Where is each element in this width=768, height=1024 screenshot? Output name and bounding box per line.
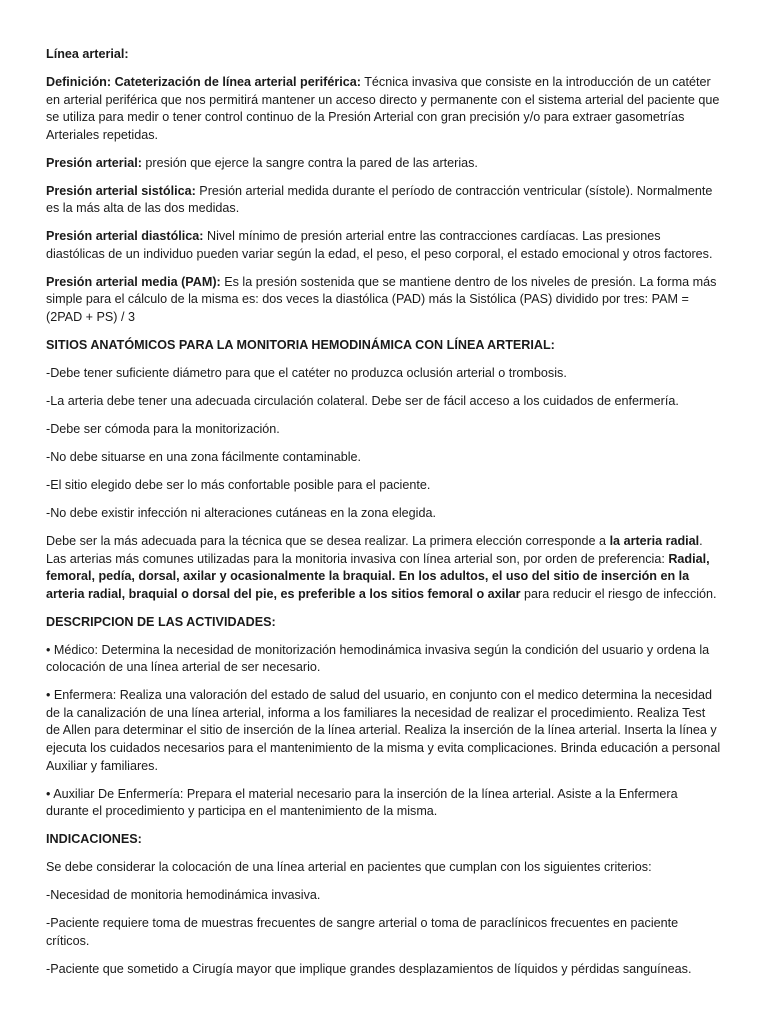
document-page bbox=[46, 46, 722, 989]
list-item: -Paciente que sometido a Cirugía mayor que implique grandes desplazamientos de líquidos y pérdidas sanguíneas. bbox=[46, 961, 692, 976]
document-title: Línea arterial: bbox=[46, 47, 129, 61]
indications-heading: INDICACIONES: bbox=[46, 832, 142, 847]
diastolic-text: Nivel mínimo de presión arterial entre las contracciones cardíacas. Las presiones diastólicas de un individuo pueden variar según la edad, el peso, el peso corporal, el estado emocional y otros factores. bbox=[46, 229, 713, 261]
arterial-pressure-paragraph bbox=[46, 155, 722, 173]
definition-paragraph bbox=[46, 74, 722, 144]
list-item: -Debe tener suficiente diámetro para que el catéter no produzca oclusión arterial o trombosis. bbox=[46, 366, 567, 381]
list-item: -La arteria debe tener una adecuada circulación colateral. Debe ser de fácil acceso a los cuidados de enfermería. bbox=[46, 394, 679, 409]
site-selection-paragraph: Debe ser la más adecuada para la técnica que se desea realizar. La primera elección corresponde a la arteria radial. Las arterias más comunes utilizadas para la monitoria invasiva con línea arterial son, por orden de preferencia: Radial, femoral, pedía, dorsal, axilar y ocasionalmente la braquial. En los adultos, el uso del sitio de inserción en la arteria radial, braquial o dorsal del pie, es preferible a los sitios femoral o axilar para reducir el riesgo de infección. bbox=[46, 533, 717, 601]
activity-item: • Médico: Determina la necesidad de monitorización hemodinámica invasiva según la condición del usuario y ordena la colocación de una línea arterial de ser necesario. bbox=[46, 642, 710, 675]
activity-item: • Auxiliar De Enfermería: Prepara el material necesario para la inserción de la línea arterial. Asiste a la Enfermera durante el procedimiento y participa en el mantenimiento de la misma. bbox=[46, 786, 678, 819]
systolic-text: Presión arterial medida durante el período de contracción ventricular (sístole). Normalmente es la más alta de las dos medidas. bbox=[46, 183, 713, 216]
systolic-term: Presión arterial sistólica: bbox=[46, 183, 196, 198]
definition-term: Definición: Cateterización de línea arterial periférica: bbox=[46, 74, 361, 89]
mean-pressure-term: Presión arterial media (PAM): bbox=[46, 274, 221, 289]
definition-text: Técnica invasiva que consiste en la introducción de un catéter en arterial periférica que nos permitirá mantener un acceso directo y permanente con el sistema arterial del paciente que se utiliza para medir o tener control continuo de la Presión Arterial con gran precisión y/o para extraer gasometrías Arteriales repetidas. bbox=[46, 74, 720, 142]
diastolic-term: Presión arterial diastólica: bbox=[46, 229, 204, 244]
diastolic-paragraph bbox=[46, 228, 722, 263]
systolic-paragraph bbox=[46, 183, 722, 218]
list-item: -Necesidad de monitoria hemodinámica invasiva. bbox=[46, 888, 321, 903]
mean-pressure-text: Es la presión sostenida que se mantiene dentro de los niveles de presión. La forma más simple para el cálculo de la misma es: dos veces la diastólica (PAD) más la Sistólica (PAS) dividido por tres: PAM = (2PAD + PS) / 3 bbox=[46, 274, 717, 325]
list-item: -Paciente requiere toma de muestras frecuentes de sangre arterial o toma de paraclínicos frecuentes en paciente críticos. bbox=[46, 916, 679, 948]
sites-heading: SITIOS ANATÓMICOS PARA LA MONITORIA HEMODINÁMICA CON LÍNEA ARTERIAL: bbox=[46, 338, 555, 353]
arterial-pressure-text: presión que ejerce la sangre contra la pared de las arterias. bbox=[141, 155, 478, 170]
activities-heading: DESCRIPCION DE LAS ACTIVIDADES: bbox=[46, 614, 276, 629]
arterial-pressure-term: Presión arterial: bbox=[46, 155, 142, 170]
list-item: -No debe existir infección ni alteraciones cutáneas en la zona elegida. bbox=[46, 505, 436, 520]
activity-item: • Enfermera: Realiza una valoración del estado de salud del usuario, en conjunto con el medico determina la necesidad de la canalización de una línea arterial, informa a los familiares la necesidad de realizar el procedimiento. Realiza Test de Allen para determinar el sitio de inserción de la línea arterial. Realiza la inserción de la línea arterial. Inserta la línea y ejecuta los cuidados necesarios para el mantenimiento de la misma y evita complicaciones. Brinda educación a personal Auxiliar y familiares. bbox=[46, 688, 721, 773]
indications-intro: Se debe considerar la colocación de una línea arterial en pacientes que cumplan con los siguientes criterios: bbox=[46, 860, 652, 875]
list-item: -No debe situarse en una zona fácilmente contaminable. bbox=[46, 450, 362, 464]
list-item: -El sitio elegido debe ser lo más confortable posible para el paciente. bbox=[46, 477, 431, 492]
mean-pressure-paragraph bbox=[46, 274, 722, 327]
list-item: -Debe ser cómoda para la monitorización. bbox=[46, 422, 280, 437]
